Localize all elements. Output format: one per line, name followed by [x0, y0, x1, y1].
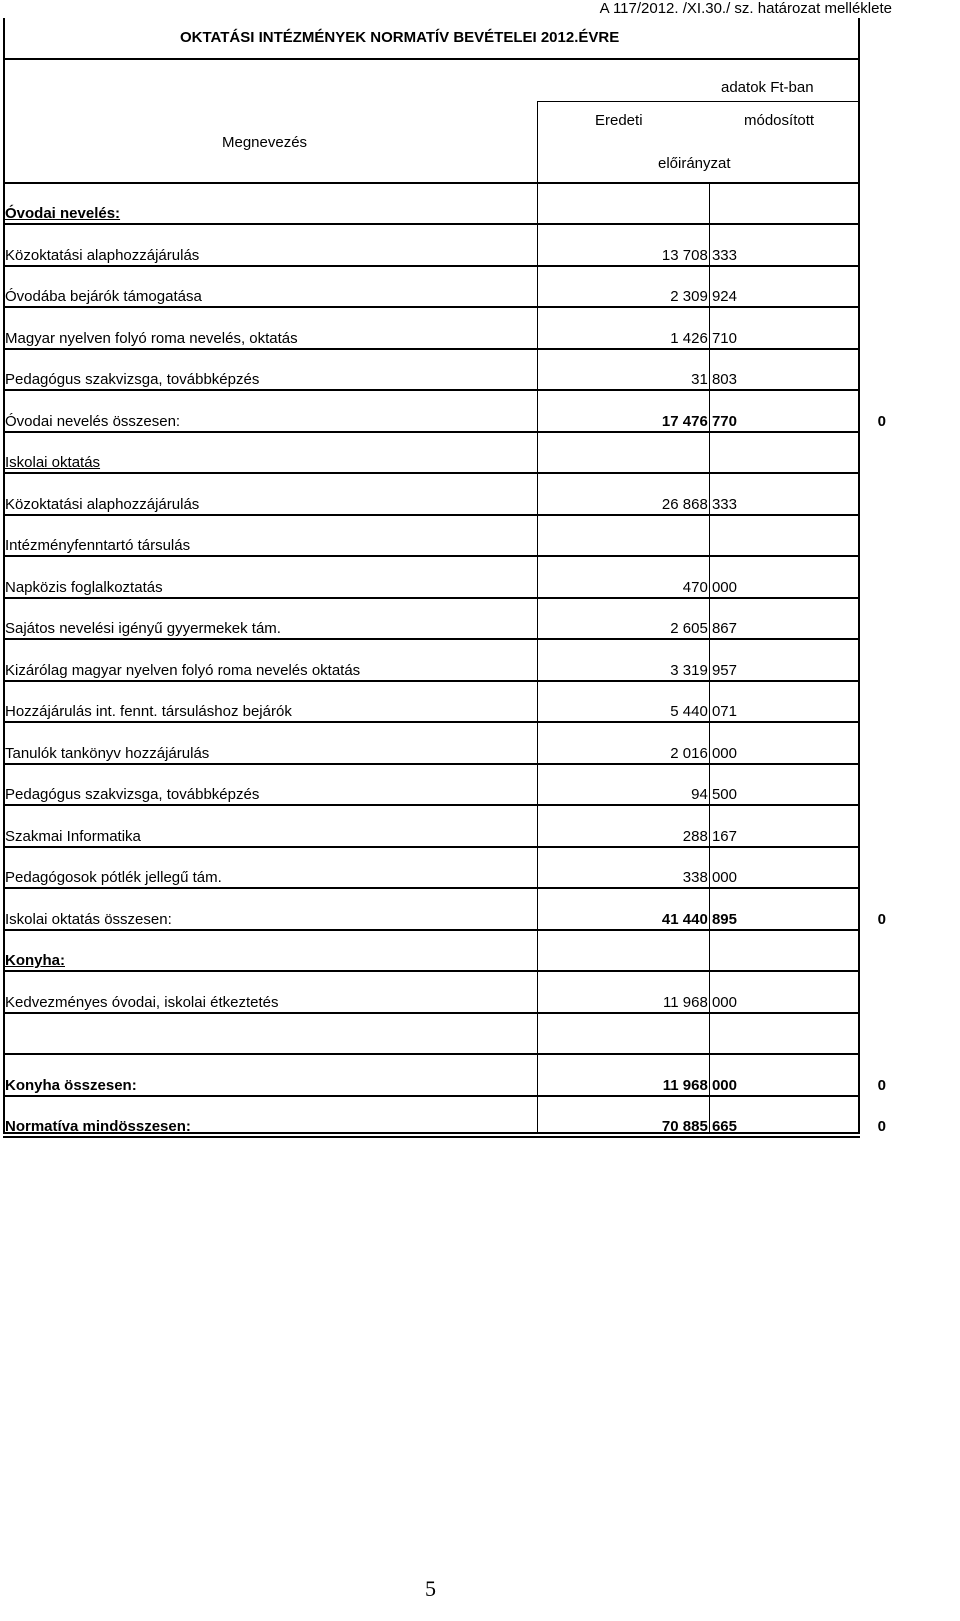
row-original-value: 41 440 895	[661, 910, 737, 928]
row-label: Iskolai oktatás	[5, 454, 101, 471]
row-original-value: 2 309 924	[670, 288, 737, 305]
row-original-value: 470 000	[682, 578, 737, 596]
row-divider	[3, 555, 860, 557]
units-note: adatok Ft-ban	[721, 79, 814, 96]
row-label: Hozzájárulás int. fennt. társuláshoz bejárók	[5, 703, 292, 720]
row-divider	[3, 389, 860, 391]
frame-line	[3, 182, 860, 184]
row-divider	[3, 597, 860, 599]
frame-line	[3, 58, 860, 60]
row-original-value: 26 868 333	[661, 495, 737, 513]
row-modified-value: 0	[877, 910, 886, 928]
row-divider	[3, 265, 860, 267]
row-label: Tanulók tankönyv hozzájárulás	[5, 744, 210, 762]
row-divider	[3, 929, 860, 931]
row-original-value: 31 803	[691, 371, 737, 388]
header-original-line2: előirányzat	[658, 155, 731, 172]
row-label: Közoktatási alaphozzájárulás	[5, 495, 200, 513]
document-title: OKTATÁSI INTÉZMÉNYEK NORMATÍV BEVÉTELEI 2012.ÉVRE	[180, 29, 620, 46]
row-original-value: 11 968 000	[662, 1076, 737, 1094]
row-divider	[3, 1053, 860, 1055]
row-original-value: 3 319 957	[670, 661, 737, 679]
row-divider	[3, 431, 860, 433]
row-divider	[3, 887, 860, 889]
row-original-value: 2 016 000	[670, 744, 737, 762]
row-original-value: 2 605 867	[670, 620, 737, 637]
revenue-table	[3, 18, 890, 1174]
row-divider	[3, 763, 860, 765]
row-divider	[3, 970, 860, 972]
row-original-value: 5 440 071	[670, 703, 737, 720]
row-divider	[3, 680, 860, 682]
row-original-value: 338 000	[682, 869, 737, 886]
row-divider	[3, 1012, 860, 1014]
row-label: Iskolai oktatás összesen:	[5, 910, 172, 928]
frame-line	[537, 101, 858, 102]
row-divider	[3, 306, 860, 308]
row-original-value: 94 500	[691, 786, 737, 803]
row-label: Napközis foglalkoztatás	[5, 578, 163, 596]
row-original-value: 70 885 665	[661, 1118, 737, 1135]
row-divider	[3, 223, 860, 225]
row-modified-value: 0	[877, 412, 886, 430]
row-label: Pedagógus szakvizsga, továbbképzés	[5, 371, 260, 388]
document-reference: A 117/2012. /XI.30./ sz. határozat melléklete	[599, 0, 892, 17]
page-number: 5	[425, 1576, 436, 1601]
row-label: Óvodai nevelés:	[5, 205, 121, 222]
row-label: Magyar nyelven folyó roma nevelés, oktatás	[5, 329, 298, 347]
row-label: Óvodai nevelés összesen:	[5, 412, 181, 430]
row-divider	[3, 721, 860, 723]
row-label: Pedagógus szakvizsga, továbbképzés	[5, 786, 260, 803]
row-label: Normatíva mindösszesen:	[5, 1118, 191, 1135]
row-label: Közoktatási alaphozzájárulás	[5, 246, 200, 264]
header-original-line1: Eredeti	[595, 112, 643, 129]
row-divider	[3, 472, 860, 474]
row-original-value: 17 476 770	[661, 412, 737, 430]
row-label: Kedvezményes óvodai, iskolai étkeztetés	[5, 993, 279, 1011]
row-divider	[3, 804, 860, 806]
row-label: Kizárólag magyar nyelven folyó roma nevelés oktatás	[5, 661, 361, 679]
frame-line	[709, 184, 710, 1134]
row-label: Pedagógosok pótlék jellegű tám.	[5, 869, 222, 886]
row-divider	[3, 638, 860, 640]
row-original-value: 13 708 333	[661, 246, 737, 264]
row-modified-value: 0	[877, 1118, 886, 1135]
row-label: Szakmai Informatika	[5, 827, 141, 845]
row-divider	[3, 348, 860, 350]
row-original-value: 288 167	[682, 827, 737, 845]
row-divider	[3, 514, 860, 516]
row-label: Konyha összesen:	[5, 1076, 137, 1094]
row-modified-value: 0	[877, 1076, 886, 1094]
header-name-column: Megnevezés	[222, 134, 308, 151]
row-divider	[3, 1136, 860, 1138]
frame-line	[537, 101, 538, 1134]
row-label: Sajátos nevelési igényű gyyermekek tám.	[5, 620, 281, 637]
frame-line	[858, 18, 860, 1134]
row-divider	[3, 846, 860, 848]
row-label: Intézményfenntartó társulás	[5, 537, 191, 554]
row-original-value: 1 426 710	[670, 329, 737, 347]
header-modified: módosított	[744, 112, 815, 129]
row-label: Óvodába bejárók támogatása	[5, 288, 202, 305]
row-original-value: 11 968 000	[663, 993, 737, 1011]
row-divider	[3, 1095, 860, 1097]
row-label: Konyha:	[5, 952, 65, 969]
